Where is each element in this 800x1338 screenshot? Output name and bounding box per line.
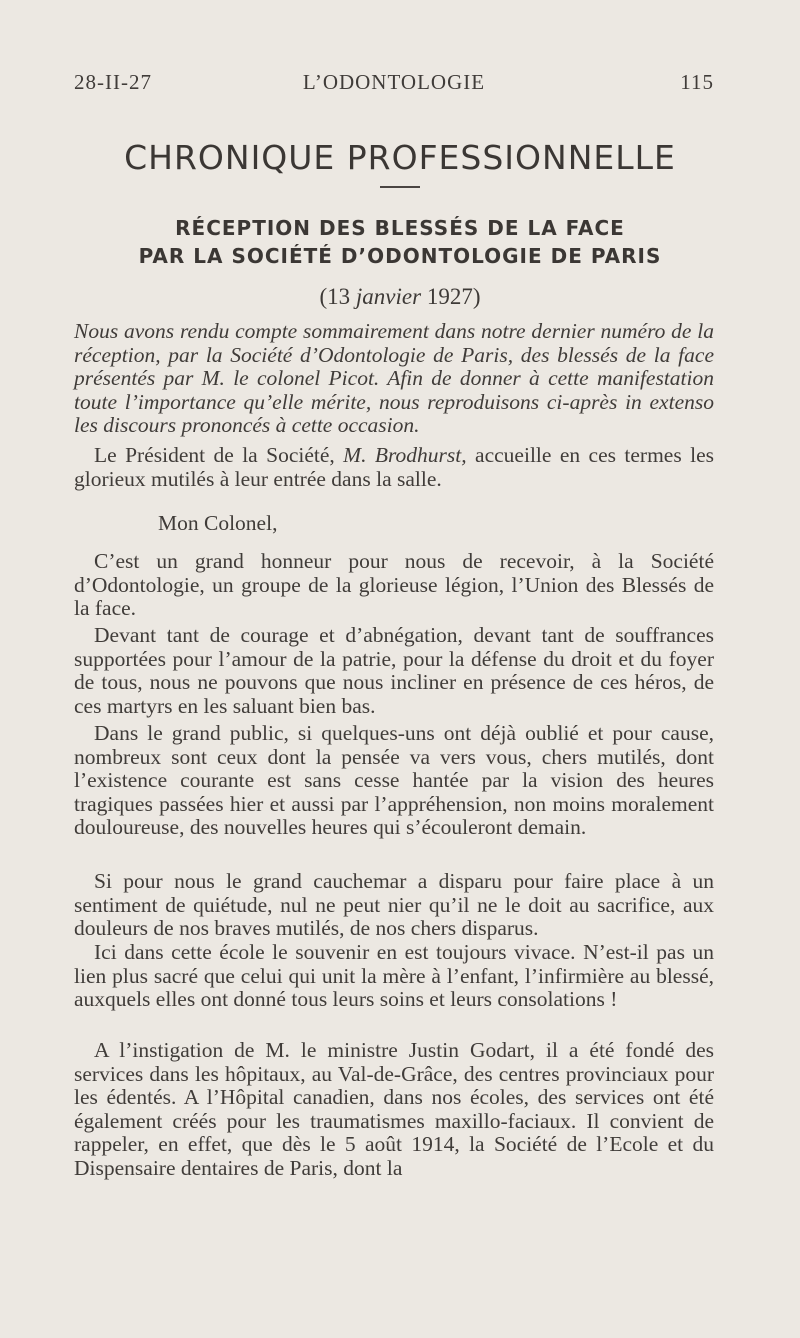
president-paragraph: [74, 444, 714, 491]
body-paragraph: Devant tant de courage et d’abnégation, devant tant de souffrances supportées pour l’amour de la patrie, pour la défense du droit et du foyer de tous, nous ne pouvons que nous incliner en présence de ces héros, de ces martyrs en les saluant bien bas.: [74, 623, 714, 718]
article-date: [0, 284, 800, 310]
article-title-line-1: RÉCEPTION DES BLESSÉS DE LA FACE: [175, 216, 625, 240]
running-header: [74, 70, 714, 98]
page-number: 115: [680, 70, 714, 94]
section-title: CHRONIQUE PROFESSIONNELLE: [124, 138, 676, 177]
body-paragraph: A l’instigation de M. le ministre Justin Godart, il a été fondé des services dans les hôpitaux, au Val-de-Grâce, des centres provinciaux pour les édentés. A l’Hôpital canadien, dans nos écoles, des services ont été également créés pour les traumatismes maxillo-faciaux. Il convient de rappeler, en effet, que dès le 5 août 1914, la Société de l’Ecole et du Dispensaire dentaires de Paris, dont la: [74, 1038, 714, 1180]
body-paragraph: Si pour nous le grand cauchemar a disparu pour faire place à un sentiment de quiétude, nul ne peut nier qu’il ne le doit au sacrifice, aux douleurs de nos braves mutilés, de nos chers disparus.: [74, 869, 714, 941]
intro-paragraph: Nous avons rendu compte sommairement dans notre dernier numéro de la réception, par la Société d’Odontologie de Paris, des blessés de la face présentés par M. le colonel Picot. Afin de donner à cette manifestation toute l’importance qu’elle mérite, nous reproduisons ci-après in extenso les discours prononcés à cette occasion.: [74, 319, 714, 438]
article-title-line-2: PAR LA SOCIÉTÉ D’ODONTOLOGIE DE PARIS: [138, 244, 662, 268]
body-paragraph: Ici dans cette école le souvenir en est toujours vivace. N’est-il pas un lien plus sacré que celui qui unit la mère à l’enfant, l’infirmière au blessé, auxquels elles ont donné tous leurs soins et leurs consolations !: [74, 940, 714, 1012]
body-paragraph: Dans le grand public, si quelques-uns ont déjà oublié et pour cause, nombreux sont ceux dont la pensée va vers vous, chers mutilés, dont l’existence courante est sans cesse hantée par la vision des heures tragiques passées hier et aussi par l’appréhension, non moins moralement douloureuse, des nouvelles heures qui s’écouleront demain.: [74, 721, 714, 840]
date-month: janvier: [355, 284, 422, 309]
president-text-after: accueille en ces termes les glorieux mutilés à leur entrée dans la salle.: [74, 443, 714, 491]
president-name: M. Brodhurst,: [343, 443, 467, 467]
president-text-before: Le Président de la Société,: [94, 443, 344, 467]
title-rule: [380, 186, 420, 188]
issue-date: 28-II-27: [74, 70, 152, 94]
body-paragraph: C’est un grand honneur pour nous de recevoir, à la Société d’Odontologie, un groupe de la glorieuse légion, l’Union des Blessés de la face.: [74, 549, 714, 621]
salutation: Mon Colonel,: [158, 511, 278, 535]
journal-title: L’ODONTOLOGIE: [302, 70, 486, 94]
date-open: (13: [319, 284, 356, 309]
date-close: 1927): [421, 284, 481, 309]
